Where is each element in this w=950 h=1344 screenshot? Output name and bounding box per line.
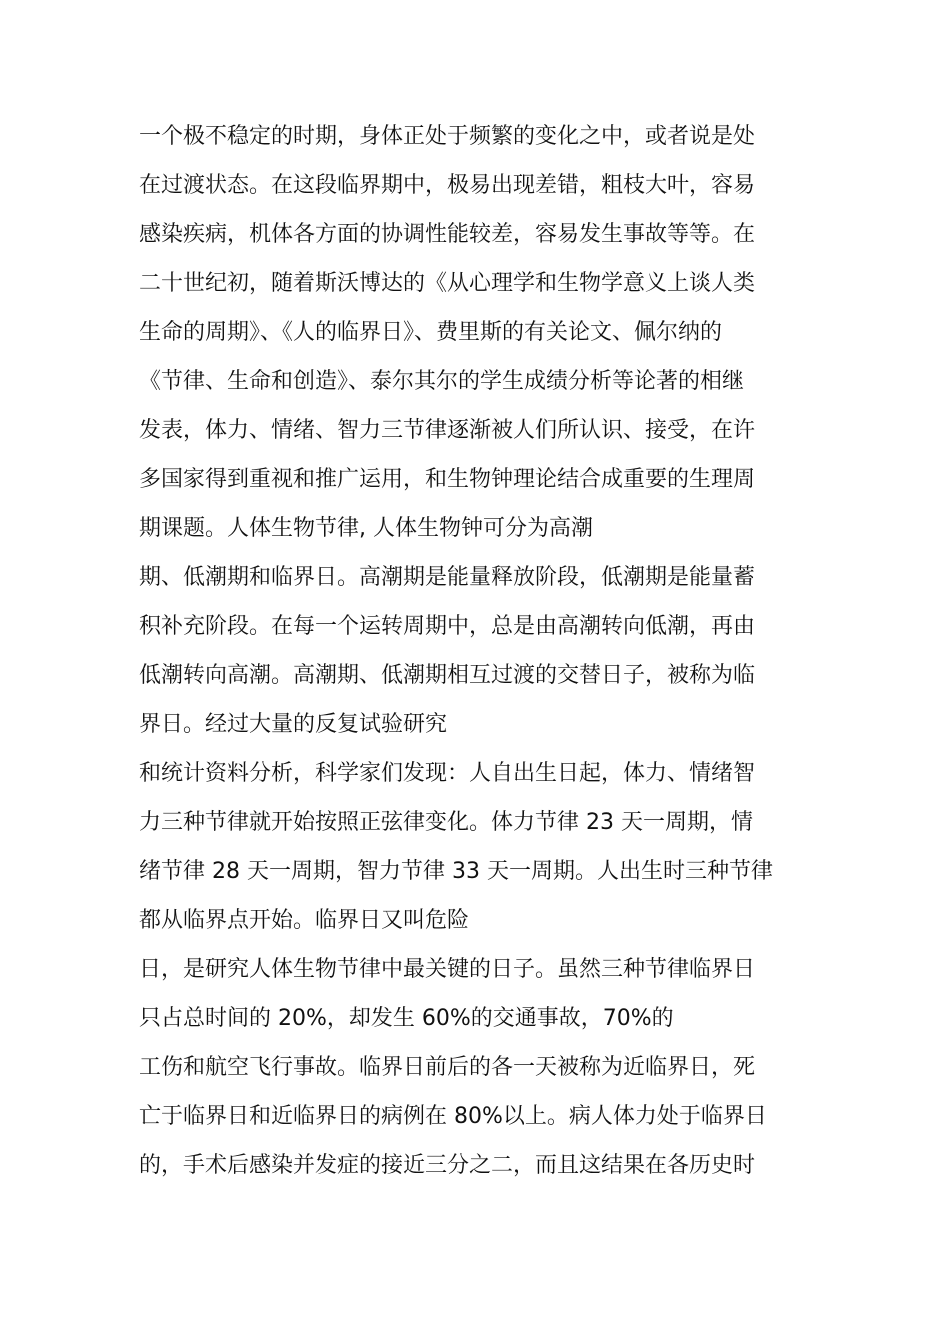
text-line: 只占总时间的 20%，却发生 60%的交通事故，70%的 bbox=[139, 1006, 674, 1031]
text-line: 工伤和航空飞行事故。临界日前后的各一天被称为近临界日，死 bbox=[139, 1055, 756, 1080]
text-line: 发表，体力、情绪、智力三节律逐渐被人们所认识、接受，在许 bbox=[139, 418, 756, 443]
text-line: 生命的周期》、《人的临界日》、费里斯的有关论文、佩尔纳的 bbox=[139, 320, 723, 345]
text-line: 一个极不稳定的时期，身体正处于频繁的变化之中，或者说是处 bbox=[139, 124, 756, 149]
text-line: 感染疾病，机体各方面的协调性能较差，容易发生事故等等。在 bbox=[139, 222, 756, 247]
text-line: 期课题。人体生物节律, 人体生物钟可分为高潮 bbox=[139, 516, 593, 541]
text-line: 绪节律 28 天一周期，智力节律 33 天一周期。人出生时三种节律 bbox=[139, 859, 773, 884]
text-line: 多国家得到重视和推广运用，和生物钟理论结合成重要的生理周 bbox=[139, 467, 756, 492]
text-line: 二十世纪初，随着斯沃博达的《从心理学和生物学意义上谈人类 bbox=[139, 271, 756, 296]
text-line: 界日。经过大量的反复试验研究 bbox=[139, 712, 448, 737]
text-line: 在过渡状态。在这段临界期中，极易出现差错，粗枝大叶，容易 bbox=[139, 173, 756, 198]
text-line: 《节律、生命和创造》、泰尔其尔的学生成绩分析等论著的相继 bbox=[139, 369, 745, 394]
text-line: 积补充阶段。在每一个运转周期中，总是由高潮转向低潮，再由 bbox=[139, 614, 756, 639]
text-line: 和统计资料分析，科学家们发现：人自出生日起，体力、情绪智 bbox=[139, 761, 756, 786]
text-line: 低潮转向高潮。高潮期、低潮期相互过渡的交替日子，被称为临 bbox=[139, 663, 756, 688]
text-line: 力三种节律就开始按照正弦律变化。体力节律 23 天一周期，情 bbox=[139, 810, 753, 835]
text-line: 的，手术后感染并发症的接近三分之二，而且这结果在各历史时 bbox=[139, 1153, 756, 1178]
text-line: 日，是研究人体生物节律中最关键的日子。虽然三种节律临界日 bbox=[139, 957, 756, 982]
body-text bbox=[139, 112, 809, 1190]
text-line: 都从临界点开始。临界日又叫危险 bbox=[139, 908, 470, 933]
text-line: 期、低潮期和临界日。高潮期是能量释放阶段，低潮期是能量蓄 bbox=[139, 565, 756, 590]
text-line: 亡于临界日和近临界日的病例在 80%以上。病人体力处于临界日 bbox=[139, 1104, 767, 1129]
